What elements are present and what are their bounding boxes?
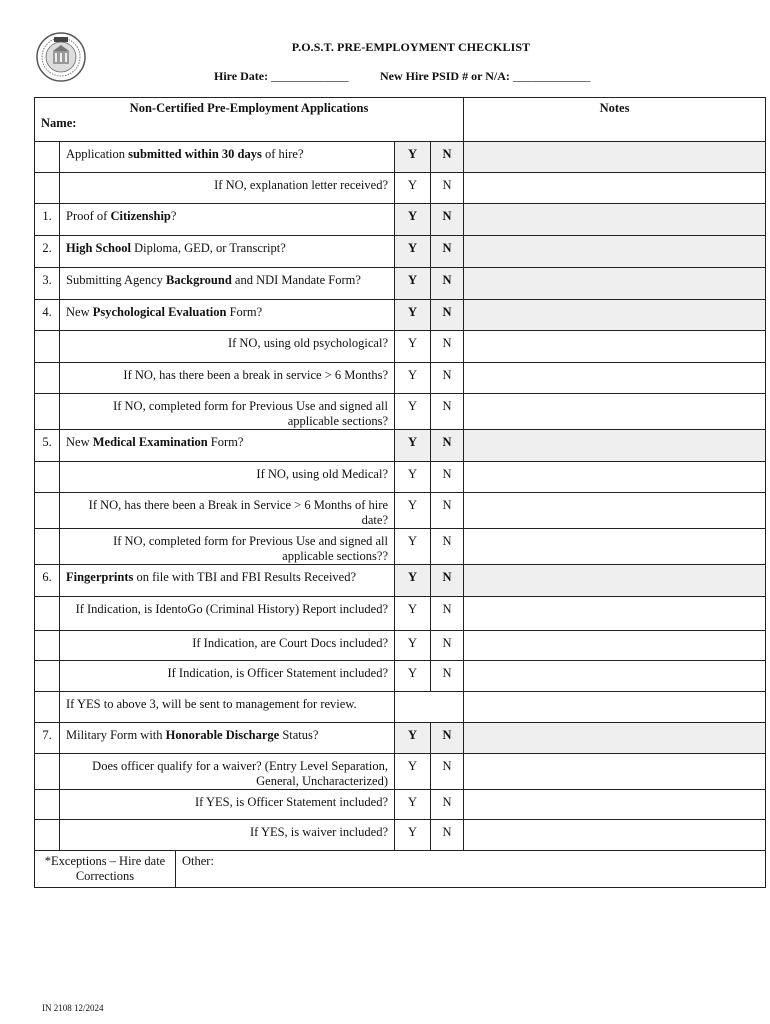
question-text: Proof of Citizenship?: [60, 204, 395, 236]
notes-cell[interactable]: [464, 631, 766, 661]
no-option[interactable]: N: [431, 754, 464, 790]
item-number: [35, 631, 60, 661]
notes-cell[interactable]: [464, 820, 766, 851]
table-row: [35, 204, 766, 236]
yes-option[interactable]: Y: [395, 597, 431, 631]
item-number: [35, 493, 60, 529]
no-option[interactable]: N: [431, 529, 464, 565]
yes-option[interactable]: Y: [395, 331, 431, 363]
table-row: [35, 493, 766, 529]
notes-cell[interactable]: [464, 754, 766, 790]
no-option[interactable]: N: [431, 790, 464, 820]
notes-cell[interactable]: [464, 692, 766, 723]
no-option[interactable]: N: [431, 723, 464, 754]
no-option[interactable]: N: [431, 597, 464, 631]
item-number: 2.: [35, 236, 60, 268]
item-number: [35, 692, 60, 723]
item-number: [35, 331, 60, 363]
item-number: 6.: [35, 565, 60, 597]
hire-date-line: [214, 69, 348, 84]
question-text: If Indication, is IdentoGo (Criminal History) Report included?: [60, 597, 395, 631]
table-row: [35, 300, 766, 331]
notes-cell[interactable]: [464, 394, 766, 430]
yes-option[interactable]: Y: [395, 268, 431, 300]
table-row: [35, 142, 766, 173]
question-text: If YES, is waiver included?: [60, 820, 395, 851]
item-number: [35, 754, 60, 790]
yes-option[interactable]: Y: [395, 300, 431, 331]
question-text: If NO, using old psychological?: [60, 331, 395, 363]
no-option[interactable]: N: [431, 204, 464, 236]
item-number: 7.: [35, 723, 60, 754]
table-row: [35, 430, 766, 462]
yes-option[interactable]: Y: [395, 529, 431, 565]
no-option[interactable]: N: [431, 331, 464, 363]
item-number: [35, 529, 60, 565]
psid-label: New Hire PSID # or N/A:: [380, 69, 510, 83]
item-number: [35, 462, 60, 493]
no-option[interactable]: N: [431, 820, 464, 851]
question-text: Military Form with Honorable Discharge Status?: [60, 723, 395, 754]
checklist-table: [34, 97, 766, 888]
table-header-row: [35, 98, 766, 142]
yes-option[interactable]: Y: [395, 394, 431, 430]
item-number: [35, 661, 60, 692]
table-row: [35, 723, 766, 754]
question-text: New Medical Examination Form?: [60, 430, 395, 462]
name-label[interactable]: Name:: [41, 116, 77, 130]
yes-option[interactable]: Y: [395, 493, 431, 529]
no-option[interactable]: N: [431, 394, 464, 430]
notes-cell[interactable]: [464, 204, 766, 236]
exceptions-row: [35, 851, 766, 888]
item-number: [35, 363, 60, 394]
notes-cell[interactable]: [464, 430, 766, 462]
question-text: If NO, completed form for Previous Use and signed all applicable sections??: [60, 529, 395, 565]
question-text: If NO, explanation letter received?: [60, 173, 395, 204]
no-option[interactable]: N: [431, 173, 464, 204]
table-row: [35, 820, 766, 851]
no-option[interactable]: N: [431, 142, 464, 173]
psid-line: [380, 69, 590, 84]
section-title: Non-Certified Pre-Employment Applications: [129, 101, 369, 115]
question-text: High School Diploma, GED, or Transcript?: [60, 236, 395, 268]
notes-cell[interactable]: [464, 597, 766, 631]
item-number: [35, 790, 60, 820]
item-number: [35, 394, 60, 430]
table-row: [35, 661, 766, 692]
psid-field[interactable]: ______________: [512, 69, 590, 83]
question-text: Application submitted within 30 days of hire?: [60, 142, 395, 173]
yes-option[interactable]: Y: [395, 820, 431, 851]
yes-option[interactable]: Y: [395, 565, 431, 597]
other-field[interactable]: Other:: [176, 851, 766, 888]
no-option[interactable]: N: [431, 300, 464, 331]
yes-option[interactable]: Y: [395, 430, 431, 462]
question-text: If Indication, is Officer Statement included?: [60, 661, 395, 692]
question-text: If NO, has there been a break in service > 6 Months?: [60, 363, 395, 394]
notes-cell[interactable]: [464, 790, 766, 820]
item-number: [35, 173, 60, 204]
item-number: 4.: [35, 300, 60, 331]
question-text: If Indication, are Court Docs included?: [60, 631, 395, 661]
question-text: If NO, completed form for Previous Use and signed all applicable sections?: [60, 394, 395, 430]
table-row: [35, 631, 766, 661]
table-row: [35, 268, 766, 300]
yes-option[interactable]: Y: [395, 631, 431, 661]
hire-date-label: Hire Date:: [214, 69, 269, 83]
table-row: [35, 331, 766, 363]
yes-option[interactable]: Y: [395, 142, 431, 173]
item-number: 5.: [35, 430, 60, 462]
yes-option[interactable]: Y: [395, 661, 431, 692]
no-option[interactable]: N: [431, 661, 464, 692]
no-option[interactable]: N: [431, 236, 464, 268]
yes-option[interactable]: Y: [395, 790, 431, 820]
empty-answer-cell: [395, 692, 464, 723]
item-number: [35, 597, 60, 631]
table-row: [35, 692, 766, 723]
yes-option[interactable]: Y: [395, 236, 431, 268]
section-header-cell: [35, 98, 464, 142]
notes-cell[interactable]: [464, 142, 766, 173]
notes-cell[interactable]: [464, 723, 766, 754]
yes-option[interactable]: Y: [395, 363, 431, 394]
notes-cell[interactable]: [464, 300, 766, 331]
notes-cell[interactable]: [464, 493, 766, 529]
notes-cell[interactable]: [464, 661, 766, 692]
form-id: IN 2108 12/2024: [42, 1003, 104, 1013]
no-option[interactable]: N: [431, 363, 464, 394]
yes-option[interactable]: Y: [395, 754, 431, 790]
question-text: If NO, using old Medical?: [60, 462, 395, 493]
notes-cell[interactable]: [464, 268, 766, 300]
yes-option[interactable]: Y: [395, 462, 431, 493]
no-option[interactable]: N: [431, 565, 464, 597]
table-row: [35, 363, 766, 394]
notes-header: Notes: [464, 98, 766, 142]
table-row: [35, 754, 766, 790]
notes-cell[interactable]: [464, 462, 766, 493]
no-option[interactable]: N: [431, 493, 464, 529]
question-text: If YES, is Officer Statement included?: [60, 790, 395, 820]
hire-date-field[interactable]: ______________: [271, 69, 349, 83]
yes-option[interactable]: Y: [395, 723, 431, 754]
table-row: [35, 462, 766, 493]
no-option[interactable]: N: [431, 462, 464, 493]
table-row: [35, 565, 766, 597]
question-text: Does officer qualify for a waiver? (Entry Level Separation, General, Uncharacterized): [60, 754, 395, 790]
no-option[interactable]: N: [431, 631, 464, 661]
question-text: Fingerprints on file with TBI and FBI Results Received?: [60, 565, 395, 597]
exceptions-label: *Exceptions – Hire date Corrections: [35, 851, 176, 888]
no-option[interactable]: N: [431, 268, 464, 300]
table-row: [35, 790, 766, 820]
notes-cell[interactable]: [464, 236, 766, 268]
table-row: [35, 236, 766, 268]
question-text: If YES to above 3, will be sent to management for review.: [60, 692, 395, 723]
item-number: 3.: [35, 268, 60, 300]
question-text: Submitting Agency Background and NDI Mandate Form?: [60, 268, 395, 300]
table-row: [35, 597, 766, 631]
yes-option[interactable]: Y: [395, 173, 431, 204]
no-option[interactable]: N: [431, 430, 464, 462]
notes-cell[interactable]: [464, 565, 766, 597]
question-text: New Psychological Evaluation Form?: [60, 300, 395, 331]
notes-cell[interactable]: [464, 363, 766, 394]
document-title: P.O.S.T. PRE-EMPLOYMENT CHECKLIST: [291, 40, 531, 54]
question-text: If NO, has there been a Break in Service > 6 Months of hire date?: [60, 493, 395, 529]
yes-option[interactable]: Y: [395, 204, 431, 236]
table-row: [35, 173, 766, 204]
table-row: [35, 394, 766, 430]
notes-cell[interactable]: [464, 529, 766, 565]
item-number: [35, 142, 60, 173]
table-row: [35, 529, 766, 565]
notes-cell[interactable]: [464, 173, 766, 204]
item-number: [35, 820, 60, 851]
item-number: 1.: [35, 204, 60, 236]
notes-cell[interactable]: [464, 331, 766, 363]
